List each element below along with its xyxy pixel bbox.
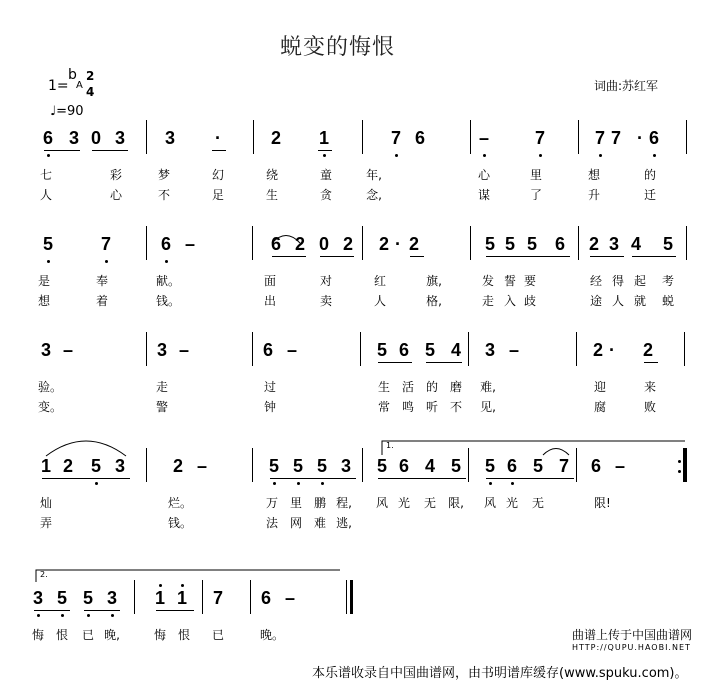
note: 2 bbox=[592, 340, 603, 360]
lyric-verse2: 就 bbox=[633, 294, 646, 308]
barline bbox=[146, 448, 147, 482]
lyric-verse2: 卖 bbox=[319, 294, 332, 308]
footer-upload-note: 曲谱上传于中国曲谱网 bbox=[572, 628, 693, 642]
lyric-verse1: 迎 bbox=[593, 380, 606, 394]
lyric-verse2: 警 bbox=[155, 400, 168, 414]
note: · bbox=[609, 340, 615, 360]
note: – bbox=[178, 340, 189, 360]
lyric-verse1: 程, bbox=[336, 496, 352, 510]
key-note: A bbox=[76, 80, 83, 91]
lyric-verse1: 鹏 bbox=[313, 496, 326, 510]
barline bbox=[468, 448, 469, 482]
octave-dot-above bbox=[181, 584, 184, 587]
lyric-verse1: 来 bbox=[643, 380, 656, 394]
note: 1 bbox=[40, 456, 51, 476]
lyric-verse2: 钟 bbox=[263, 400, 276, 414]
tempo-marking: ♩=90 bbox=[50, 104, 84, 119]
octave-dot-below bbox=[273, 482, 276, 485]
lyric-verse1: 无 bbox=[423, 496, 436, 510]
volta-bracket-1 bbox=[382, 441, 685, 455]
note: 5 bbox=[376, 340, 387, 360]
lyric-verse2: 足 bbox=[211, 188, 224, 202]
lyric-verse2: 网 bbox=[289, 516, 302, 530]
octave-dot-below bbox=[323, 154, 326, 157]
beam-underline bbox=[426, 362, 462, 363]
octave-dot-below bbox=[511, 482, 514, 485]
note: 3 bbox=[114, 456, 125, 476]
note: 6 bbox=[42, 128, 53, 148]
note: – bbox=[286, 340, 297, 360]
barline bbox=[686, 448, 687, 482]
beam-underline bbox=[378, 362, 412, 363]
beam-underline bbox=[486, 478, 574, 479]
slur-row4b bbox=[543, 449, 569, 456]
volta-2-label: 2. bbox=[40, 570, 48, 579]
lyric-verse1: 走 bbox=[155, 380, 168, 394]
lyric-verse1: 晚, bbox=[104, 628, 120, 642]
note: 3 bbox=[608, 234, 619, 254]
octave-dot-below bbox=[47, 154, 50, 157]
note: 5 bbox=[662, 234, 673, 254]
note: 3 bbox=[484, 340, 495, 360]
note: 7 bbox=[610, 128, 621, 148]
note: – bbox=[184, 234, 195, 254]
lyric-verse1: 梦 bbox=[157, 168, 170, 182]
lyric-verse2: 逃, bbox=[336, 516, 352, 530]
octave-dot-below bbox=[539, 154, 542, 157]
note: 6 bbox=[506, 456, 517, 476]
lyric-verse1: 得 bbox=[611, 274, 624, 288]
lyric-verse2: 格, bbox=[426, 294, 442, 308]
barline bbox=[576, 448, 577, 482]
lyric-verse1: 过 bbox=[263, 380, 276, 394]
note: – bbox=[478, 128, 489, 148]
note: 5 bbox=[532, 456, 543, 476]
lyric-verse2: 途 bbox=[589, 294, 602, 308]
octave-dot-below bbox=[95, 482, 98, 485]
lyric-verse1: 限! bbox=[594, 496, 611, 510]
note: · bbox=[637, 128, 643, 148]
lyric-verse2: 不 bbox=[449, 400, 462, 414]
note: 3 bbox=[32, 588, 43, 608]
lyric-verse1: 生 bbox=[377, 380, 390, 394]
note: 3 bbox=[156, 340, 167, 360]
note: 7 bbox=[100, 234, 111, 254]
note: – bbox=[62, 340, 73, 360]
lyric-verse1: 活 bbox=[401, 380, 414, 394]
note: 7 bbox=[558, 456, 569, 476]
barline bbox=[250, 580, 251, 614]
lyric-verse1: 烂。 bbox=[168, 496, 193, 510]
note: 3 bbox=[106, 588, 117, 608]
note: 6 bbox=[398, 340, 409, 360]
lyric-verse1: 光 bbox=[505, 496, 518, 510]
note: 0 bbox=[90, 128, 101, 148]
note: 7 bbox=[594, 128, 605, 148]
note: 5 bbox=[316, 456, 327, 476]
barline bbox=[134, 580, 135, 614]
octave-dot-below bbox=[47, 260, 50, 263]
note: 5 bbox=[450, 456, 461, 476]
note: 3 bbox=[164, 128, 175, 148]
note: 6 bbox=[398, 456, 409, 476]
note: 6 bbox=[270, 234, 281, 254]
note: 6 bbox=[262, 340, 273, 360]
note: 5 bbox=[424, 340, 435, 360]
lyric-verse1: 红 bbox=[373, 274, 386, 288]
lyric-verse1: 想 bbox=[587, 168, 600, 182]
note: 5 bbox=[292, 456, 303, 476]
note: – bbox=[614, 456, 625, 476]
barline bbox=[252, 226, 253, 260]
beam-underline bbox=[320, 256, 354, 257]
octave-dot-below bbox=[87, 614, 90, 617]
lyric-verse1: 悔 bbox=[31, 628, 44, 642]
note: 6 bbox=[590, 456, 601, 476]
lyric-verse2: 迁 bbox=[643, 188, 656, 202]
octave-dot-below bbox=[297, 482, 300, 485]
lyric-verse2: 法 bbox=[265, 516, 278, 530]
note: 5 bbox=[42, 234, 53, 254]
lyric-verse1: 已 bbox=[211, 628, 224, 642]
lyric-verse2: 钱。 bbox=[156, 294, 181, 308]
octave-dot-below bbox=[111, 614, 114, 617]
lyric-verse1: 灿 bbox=[39, 496, 52, 510]
note: 1 bbox=[176, 588, 187, 608]
lyric-verse2: 人 bbox=[39, 188, 52, 202]
note: 5 bbox=[82, 588, 93, 608]
footer-url: HTTP://QUPU.HAOBI.NET bbox=[572, 643, 691, 652]
note: 5 bbox=[484, 456, 495, 476]
octave-dot-below bbox=[165, 260, 168, 263]
octave-dot-below bbox=[489, 482, 492, 485]
lyric-verse2: 生 bbox=[265, 188, 278, 202]
lyric-verse1: 是 bbox=[37, 274, 50, 288]
lyric-verse2: 出 bbox=[263, 294, 276, 308]
lyric-verse1: 献。 bbox=[156, 274, 181, 288]
note: 5 bbox=[268, 456, 279, 476]
note: 7 bbox=[534, 128, 545, 148]
note: 5 bbox=[504, 234, 515, 254]
beam-underline bbox=[632, 256, 676, 257]
lyric-verse1: 绕 bbox=[265, 168, 278, 182]
barline bbox=[468, 332, 469, 366]
note: · bbox=[215, 128, 221, 148]
lyric-verse1: 磨 bbox=[449, 380, 462, 394]
lyric-verse1: 经 bbox=[589, 274, 602, 288]
barline bbox=[576, 332, 577, 366]
barline bbox=[362, 226, 363, 260]
lyric-verse2: 谋 bbox=[477, 188, 490, 202]
time-signature-bottom: 4 bbox=[86, 85, 95, 99]
beam-underline bbox=[270, 478, 356, 479]
key-flat-symbol: b bbox=[68, 67, 77, 83]
note: 4 bbox=[424, 456, 435, 476]
time-signature bbox=[86, 68, 94, 100]
lyric-verse1: 恨 bbox=[55, 628, 68, 642]
lyric-verse2: 着 bbox=[95, 294, 108, 308]
lyric-verse1: 七 bbox=[39, 168, 52, 182]
lyric-verse1: 誓 bbox=[503, 274, 516, 288]
note: 2 bbox=[172, 456, 183, 476]
barline bbox=[346, 580, 347, 614]
note: 7 bbox=[212, 588, 223, 608]
lyric-verse2: 心 bbox=[109, 188, 122, 202]
barline bbox=[252, 332, 253, 366]
note: 2 bbox=[294, 234, 305, 254]
octave-dot-below bbox=[61, 614, 64, 617]
barline bbox=[146, 332, 147, 366]
repeat-dot bbox=[678, 470, 681, 473]
octave-dot-below bbox=[653, 154, 656, 157]
lyric-verse1: 风 bbox=[483, 496, 496, 510]
lyric-verse1: 奉 bbox=[95, 274, 108, 288]
lyric-verse2: 鸣 bbox=[401, 400, 414, 414]
lyric-verse1: 年, bbox=[366, 168, 382, 182]
lyric-verse2: 弄 bbox=[39, 516, 52, 530]
octave-dot-above bbox=[159, 584, 162, 587]
lyric-verse2: 腐 bbox=[593, 400, 606, 414]
lyric-verse2: 常 bbox=[377, 400, 390, 414]
note: 5 bbox=[56, 588, 67, 608]
lyric-verse1: 旗, bbox=[426, 274, 442, 288]
lyric-verse1: 发 bbox=[481, 274, 494, 288]
lyric-verse1: 要 bbox=[523, 274, 536, 288]
beam-underline bbox=[410, 256, 424, 257]
note: 2 bbox=[642, 340, 653, 360]
lyric-verse1: 限, bbox=[448, 496, 464, 510]
note: 6 bbox=[554, 234, 565, 254]
barline bbox=[362, 120, 363, 154]
lyric-verse2: 了 bbox=[529, 188, 542, 202]
barline bbox=[146, 226, 147, 260]
note: – bbox=[508, 340, 519, 360]
note: 2 bbox=[342, 234, 353, 254]
lyric-verse1: 心 bbox=[477, 168, 490, 182]
octave-dot-below bbox=[395, 154, 398, 157]
lyric-verse2: 念, bbox=[366, 188, 382, 202]
lyric-verse1: 里 bbox=[289, 496, 302, 510]
barline bbox=[252, 448, 253, 482]
note: – bbox=[196, 456, 207, 476]
volta-1-label: 1. bbox=[386, 441, 394, 450]
final-barline bbox=[350, 580, 353, 614]
note: 6 bbox=[160, 234, 171, 254]
lyric-verse2: 走 bbox=[481, 294, 494, 308]
octave-dot-below bbox=[599, 154, 602, 157]
barline bbox=[470, 120, 471, 154]
note: 1 bbox=[318, 128, 329, 148]
lyric-verse2: 人 bbox=[611, 294, 624, 308]
note: 2 bbox=[408, 234, 419, 254]
note: 2 bbox=[270, 128, 281, 148]
octave-dot-below bbox=[105, 260, 108, 263]
barline bbox=[686, 120, 687, 154]
lyric-verse2: 变。 bbox=[38, 400, 63, 414]
note: 4 bbox=[450, 340, 461, 360]
note: 5 bbox=[90, 456, 101, 476]
note: 2 bbox=[588, 234, 599, 254]
lyric-verse1: 万 bbox=[265, 496, 278, 510]
lyric-verse2: 入 bbox=[503, 294, 516, 308]
note: 0 bbox=[318, 234, 329, 254]
lyric-verse1: 晚。 bbox=[260, 628, 285, 642]
lyric-verse1: 已 bbox=[81, 628, 94, 642]
octave-dot-below bbox=[37, 614, 40, 617]
lyric-verse1: 里 bbox=[529, 168, 542, 182]
beam-underline bbox=[590, 256, 624, 257]
composer-credit: 词曲:苏红军 bbox=[594, 79, 659, 93]
barline bbox=[578, 120, 579, 154]
lyric-verse1: 验。 bbox=[38, 380, 63, 394]
lyric-verse2: 升 bbox=[587, 188, 600, 202]
footer-source: 本乐谱收录自中国曲谱网，由书明谱库缓存(www.spuku.com)。 bbox=[312, 666, 688, 681]
barline bbox=[253, 120, 254, 154]
note: 5 bbox=[484, 234, 495, 254]
barline bbox=[360, 332, 361, 366]
octave-dot-below bbox=[321, 482, 324, 485]
lyric-verse1: 彩 bbox=[109, 168, 122, 182]
octave-dot-below bbox=[483, 154, 486, 157]
note: – bbox=[284, 588, 295, 608]
key-signature: 1= bbox=[48, 78, 69, 94]
lyric-verse1: 对 bbox=[319, 274, 332, 288]
note: 3 bbox=[340, 456, 351, 476]
barline bbox=[202, 580, 203, 614]
lyric-verse2: 贪 bbox=[319, 188, 332, 202]
beam-underline bbox=[42, 478, 130, 479]
beam-underline bbox=[644, 362, 658, 363]
barline bbox=[684, 332, 685, 366]
beam-underline bbox=[318, 150, 332, 151]
beam-underline bbox=[34, 610, 70, 611]
note: 5 bbox=[376, 456, 387, 476]
lyric-verse1: 恨 bbox=[177, 628, 190, 642]
barline bbox=[470, 226, 471, 260]
barline bbox=[362, 448, 363, 482]
barline bbox=[686, 226, 687, 260]
slur-row4a bbox=[46, 441, 126, 456]
beam-underline bbox=[84, 610, 120, 611]
lyric-verse1: 无 bbox=[531, 496, 544, 510]
note: 7 bbox=[390, 128, 401, 148]
note: 2 bbox=[62, 456, 73, 476]
lyric-verse2: 蜕 bbox=[661, 294, 674, 308]
barline bbox=[146, 120, 147, 154]
beam-underline bbox=[378, 478, 466, 479]
beam-underline bbox=[212, 150, 226, 151]
note: 4 bbox=[630, 234, 641, 254]
note: · bbox=[395, 234, 401, 254]
lyric-verse2: 败 bbox=[643, 400, 656, 414]
lyric-verse1: 的 bbox=[425, 380, 438, 394]
lyric-verse1: 考 bbox=[661, 274, 674, 288]
song-title: 蜕变的悔恨 bbox=[280, 35, 396, 60]
time-signature-top: 2 bbox=[86, 69, 95, 83]
lyric-verse1: 悔 bbox=[153, 628, 166, 642]
lyric-verse2: 人 bbox=[373, 294, 386, 308]
barline bbox=[578, 226, 579, 260]
beam-underline bbox=[156, 610, 194, 611]
lyric-verse1: 童 bbox=[319, 168, 332, 182]
lyric-verse1: 起 bbox=[633, 274, 646, 288]
note: 1 bbox=[154, 588, 165, 608]
beam-underline bbox=[272, 256, 306, 257]
note: 6 bbox=[648, 128, 659, 148]
lyric-verse1: 面 bbox=[263, 274, 276, 288]
note: 6 bbox=[260, 588, 271, 608]
beam-underline bbox=[92, 150, 128, 151]
lyric-verse2: 钱。 bbox=[168, 516, 193, 530]
note: 2 bbox=[378, 234, 389, 254]
lyric-verse1: 风 bbox=[375, 496, 388, 510]
lyric-verse1: 的 bbox=[643, 168, 656, 182]
lyric-verse2: 歧 bbox=[523, 294, 536, 308]
lyric-verse1: 难, bbox=[480, 380, 496, 394]
beam-underline bbox=[44, 150, 80, 151]
note: 5 bbox=[526, 234, 537, 254]
lyric-verse2: 想 bbox=[37, 294, 50, 308]
repeat-dot bbox=[678, 460, 681, 463]
lyric-verse2: 难 bbox=[313, 516, 326, 530]
note: 3 bbox=[114, 128, 125, 148]
note: 3 bbox=[40, 340, 51, 360]
lyric-verse2: 不 bbox=[157, 188, 170, 202]
lyric-verse1: 幻 bbox=[211, 168, 224, 182]
note: 3 bbox=[68, 128, 79, 148]
note: 6 bbox=[414, 128, 425, 148]
volta-bracket-2 bbox=[36, 570, 340, 582]
beam-underline bbox=[508, 256, 570, 257]
final-barline bbox=[683, 448, 686, 482]
lyric-verse2: 见, bbox=[480, 400, 496, 414]
lyric-verse2: 听 bbox=[425, 400, 438, 414]
lyric-verse1: 光 bbox=[397, 496, 410, 510]
